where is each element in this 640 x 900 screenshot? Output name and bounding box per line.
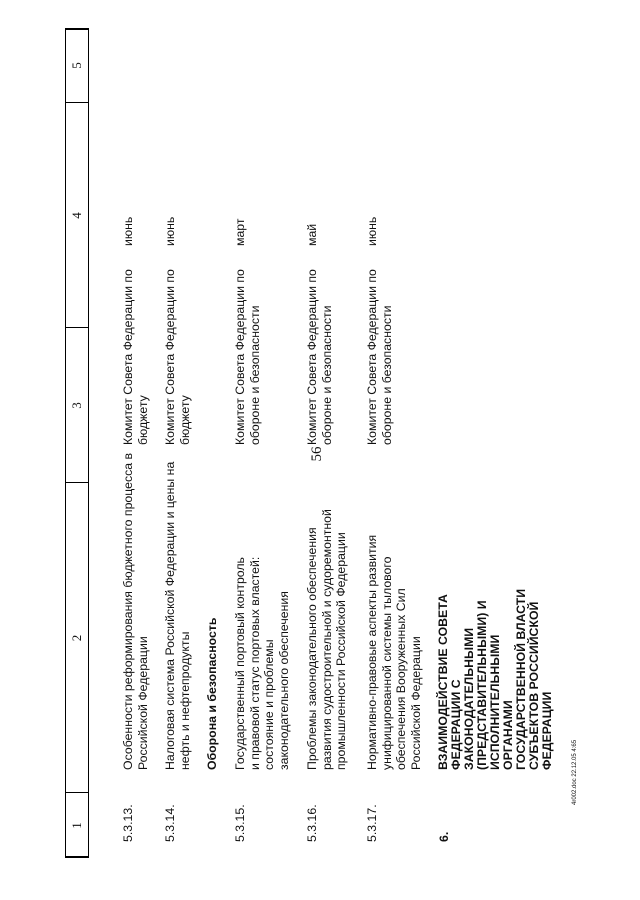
row-topic: Налоговая система Российской Федерации и цены на нефть и нефтепродукты: [163, 461, 192, 770]
row-topic: Проблемы законодательного обеспечения развития судостроительной и судоремонтной промышленности Российской Федерации: [305, 509, 348, 770]
row-month: март: [233, 218, 247, 246]
header-col-4: 4: [69, 212, 84, 219]
row-number: 5.3.16.: [305, 804, 319, 842]
section-heading: ВЗАИМОДЕЙСТВИЕ СОВЕТА ФЕДЕРАЦИИ С ЗАКОНОДАТЕЛЬНЫМИ (ПРЕДСТАВИТЕЛЬНЫМИ) И ИСПОЛНИТЕЛЬНЫМИ ОРГАНАМИ ГОСУДАРСТВЕННОЙ ВЛАСТИ СУБЪЕКТОВ РОССИЙСКОЙ ФЕДЕРАЦИИ: [436, 588, 554, 770]
header-col-2: 2: [69, 634, 84, 642]
table-header: [65, 28, 89, 858]
page-number: 56: [309, 446, 325, 462]
row-month: июнь: [365, 216, 379, 246]
row-topic: Государственный портовый контроль и правовой статус портовых властей: состояние и проблемы законодательного обеспечения: [233, 556, 291, 770]
footer-stamp: 4r002.doc 22.12.05 4:65: [572, 739, 578, 805]
row-month: июнь: [121, 216, 135, 246]
row-number: 5.3.13.: [121, 804, 135, 842]
row-responsible: Комитет Совета Федерации по обороне и безопасности: [365, 269, 394, 445]
row-month: май: [305, 223, 319, 246]
row-number: 5.3.15.: [233, 804, 247, 842]
row-responsible: Комитет Совета Федерации по обороне и безопасности: [305, 269, 334, 445]
row-topic: Нормативно-правовые аспекты развития унифицированной системы тылового обеспечения Вооруженных Сил Российской Федерации: [365, 534, 423, 770]
row-month: июнь: [163, 216, 177, 246]
plan-table: [65, 28, 620, 858]
header-col-3: 3: [69, 402, 84, 409]
row-topic: Особенности реформирования бюджетного процесса в Российской Федерации: [121, 452, 150, 770]
header-col-1: 1: [69, 822, 84, 829]
row-responsible: Комитет Совета Федерации по бюджету: [121, 269, 150, 445]
row-responsible: Комитет Совета Федерации по бюджету: [163, 269, 192, 445]
row-responsible: Комитет Совета Федерации по обороне и безопасности: [233, 269, 262, 445]
header-col-5: 5: [69, 62, 84, 69]
row-number: 5.3.14.: [163, 804, 177, 842]
row-number: 5.3.17.: [365, 804, 379, 842]
section-heading: Оборона и безопасность: [205, 617, 219, 770]
row-number: 6.: [437, 831, 451, 842]
